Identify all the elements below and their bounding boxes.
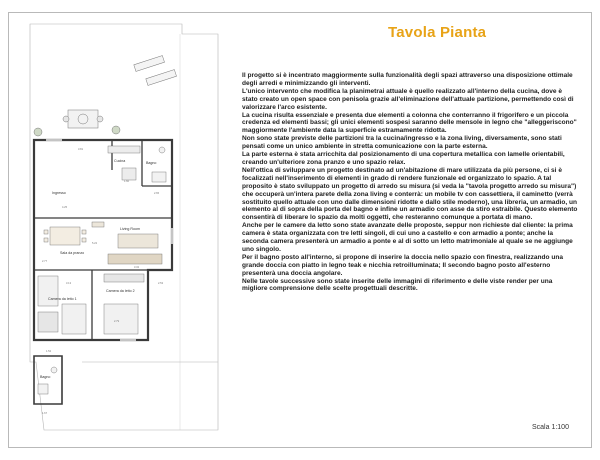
paragraph: Nelle tavole successive sono state inserite delle immagini di riferimento e delle viste render per una migliore comprensione delle scelte progettuali descritte. xyxy=(242,277,553,293)
dimension-label: 2.79 xyxy=(114,320,120,323)
room-label-bagno-top: Bagno xyxy=(146,161,157,165)
dining-table-icon xyxy=(44,227,86,245)
dimension-label: 2.53 xyxy=(158,282,164,285)
dimension-label: 2.65 xyxy=(154,192,160,195)
paragraph: Nell'ottica di sviluppare un progetto destinato ad un'abitazione di mare utilizzata da più persone, ci si è focalizzati nell'inserimento di elementi in grado di rendere funzionale ed organizzato lo spazio. A tal proposito è stato sviluppato un progetto di arredo su misura (si veda la "tavola progetto arredo su misura") che occuperà un'intera parete della zona living e conterrà: un mobile tv con cassettiera, il caminetto (verrà sostituito quello attuale con uno dalle dimensioni ridotte e dallo stile moderno), una libreria, un armadio, un elemento al di sopra della porta del bagno e infine un armadio con asse da stiro estraibile. Questo elemento consentirà di liberare lo spazio da molti oggetti, che resteranno comunque a portata di mano. xyxy=(242,166,578,222)
paragraph: Non sono state previste delle partizioni tra la cucina/ingresso e la zona living, diversamente, sono stati pensati come un unico ambiente in stretta comunicazione con la parte esterna. xyxy=(242,135,562,151)
paragraph: Per il bagno posto all'interno, si propone di inserire la doccia nello spazio con finestra, realizzando una grande doccia con piatto in legno teak e nicchia retroilluminata; Il secondo bagno posto all'esterno presenterà una doccia angolare. xyxy=(242,253,563,277)
paragraph: Il progetto si è incentrato maggiormente sulla funzionalità degli spazi attraverso una disposizione ottimale degli arredi e minimizzando gli interventi. xyxy=(242,72,573,87)
kitchen-units-icon xyxy=(108,146,140,180)
sun-loungers-icon xyxy=(134,56,177,86)
paragraph: L'unico intervento che modifica la planimetrai attuale è quello realizzato all'interno della cucina, dove è stato creato un open space con penisola grazie all'eliminazione dell'attuale partizione, permettendo così di valorizzare l'arco esistente. xyxy=(242,87,574,111)
room-label-living: Living Room xyxy=(120,227,140,231)
paragraph: La parte esterna è stata arricchita dal posizionamento di una copertura metallica con lamelle orientabili, creando un'ulteriore zona pranzo e uno spazio relax. xyxy=(242,151,565,166)
room-label-camera1: Camera da letto 1 xyxy=(48,297,77,301)
dimension-label: 3.81 xyxy=(78,148,84,151)
dimension-label: 4.25 xyxy=(62,206,68,209)
floor-plan-drawing xyxy=(22,22,232,432)
room-label-cucina: Cucina xyxy=(114,159,126,163)
room-label-ingresso: Ingresso xyxy=(52,191,66,195)
paragraph: La cucina risulta essenziale e presenta due elementi a colonna che conterranno il frigorifero e un piccola credenza ed elementi bassi; gli unici elementi sospesi saranno delle mensole in legno che "alleggeriscono" maggiormente l'ambiente data la superficie estramamente ridotta. xyxy=(242,111,577,135)
description-text xyxy=(242,72,578,293)
outdoor-table-icon xyxy=(34,110,120,136)
scale-label: Scala 1:100 xyxy=(532,424,569,431)
bedroom2-bed-icon xyxy=(104,274,144,334)
dimension-label: 3.13 xyxy=(66,282,72,285)
bedroom1-beds-icon xyxy=(38,276,86,334)
page-title: Tavola Pianta xyxy=(388,24,487,41)
dimension-label: 1.60 xyxy=(124,180,130,183)
dimension-label: 1.52 xyxy=(46,350,52,353)
dimension-label: 1.67 xyxy=(42,412,48,415)
room-label-bagno-bottom: Bagno xyxy=(40,375,51,379)
room-label-camera2: Camera da letto 2 xyxy=(106,289,135,293)
paragraph: Anche per le camere da letto sono state avanzate delle proposte, seppur non richieste dal cliente: la prima camera è stata organizzata con tre letti singoli, di cui uno a castello e con armadio a ponte; anche la seconda camera presenterà un armadio a ponte e al di sotto un letto matrimoniale al quale se ne aggiunge uno singolo. xyxy=(242,222,573,253)
dimension-label: 5.22 xyxy=(92,242,98,245)
room-label-sala-pranzo: Sala da pranzo xyxy=(60,251,85,255)
dimension-label: 2.77 xyxy=(42,260,48,263)
dimension-label: 3.32 xyxy=(134,266,140,269)
